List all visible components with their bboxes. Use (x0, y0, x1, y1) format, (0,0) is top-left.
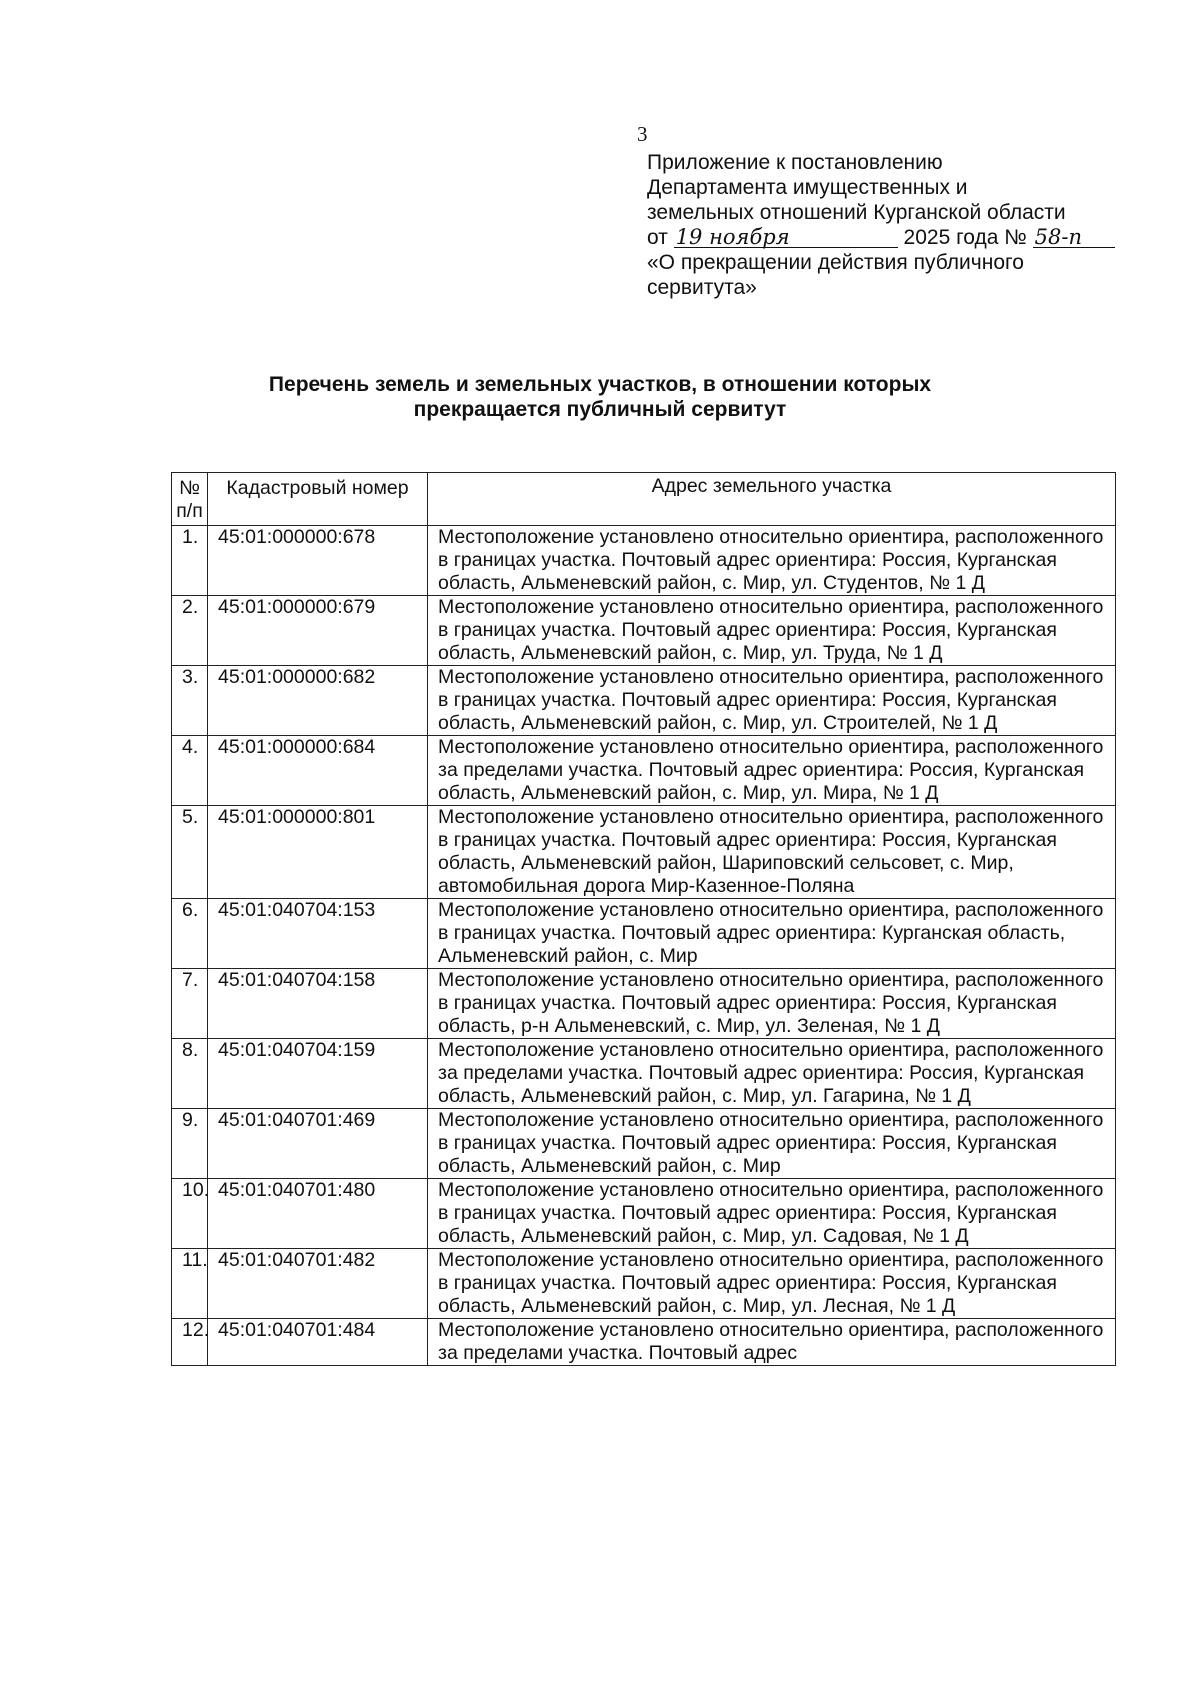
cadastral-number: 45:01:000000:801 (208, 806, 428, 899)
appendix-line-1: Приложение к постановлению (647, 151, 943, 174)
plot-address: Местоположение установлено относительно ориентира, расположенного в границах участка. Почтовый адрес ориентира: Россия, Курганская область, Альменевский район, с. Мир (428, 1109, 1116, 1179)
row-number: 5. (172, 806, 208, 899)
plot-address: Местоположение установлено относительно ориентира, расположенного за пределами участка. Почтовый адрес ориентира: Россия, Курганская область, Альменевский район, с. Мир, ул. Гагарина, № 1 Д (428, 1039, 1116, 1109)
row-number: 4. (172, 736, 208, 806)
plot-address: Местоположение установлено относительно ориентира, расположенного в границах участка. Почтовый адрес ориентира: Россия, Курганская область, р-н Альменевский, с. Мир, ул. Зеленая, № 1 Д (428, 969, 1116, 1039)
document-title (170, 372, 1030, 422)
appendix-date-line (647, 225, 1137, 250)
plot-address: Местоположение установлено относительно ориентира, расположенного в границах участка. Почтовый адрес ориентира: Россия, Курганская область, Альменевский район, с. Мир, ул. Садовая, № 1 Д (428, 1179, 1116, 1249)
cadastral-number: 45:01:000000:684 (208, 736, 428, 806)
row-number: 1. (172, 526, 208, 596)
plot-address: Местоположение установлено относительно ориентира, расположенного в границах участка. Почтовый адрес ориентира: Россия, Курганская область, Альменевский район, с. Мир, ул. Труда, № 1 Д (428, 596, 1116, 666)
header-cadastral: Кадастровый номер (208, 473, 428, 526)
row-number: 11. (172, 1249, 208, 1319)
cadastral-number: 45:01:000000:682 (208, 666, 428, 736)
table-row (172, 596, 1116, 666)
cadastral-number: 45:01:040701:484 (208, 1319, 428, 1366)
table-row (172, 969, 1116, 1039)
plot-address: Местоположение установлено относительно ориентира, расположенного за пределами участка. Почтовый адрес (428, 1319, 1116, 1366)
row-number: 3. (172, 666, 208, 736)
cadastral-number: 45:01:040704:159 (208, 1039, 428, 1109)
header-address: Адрес земельного участка (428, 473, 1116, 526)
header-num: № п/п (172, 473, 208, 526)
plot-address: Местоположение установлено относительно ориентира, расположенного в границах участка. Почтовый адрес ориентира: Курганская область, Альменевский район, с. Мир (428, 899, 1116, 969)
row-number: 12. (172, 1319, 208, 1366)
appendix-line-5: «О прекращении действия публичного (647, 251, 1024, 274)
cadastral-number: 45:01:040704:158 (208, 969, 428, 1039)
year-text: 2025 года № (903, 226, 1027, 249)
appendix-line-6: сервитута» (647, 276, 757, 299)
cadastral-number: 45:01:040701:482 (208, 1249, 428, 1319)
table-row (172, 806, 1116, 899)
handwritten-number: 58-п (1033, 227, 1115, 248)
cadastral-number: 45:01:000000:679 (208, 596, 428, 666)
table-row (172, 1249, 1116, 1319)
cadastral-number: 45:01:040704:153 (208, 899, 428, 969)
appendix-header (647, 150, 1137, 300)
plot-address: Местоположение установлено относительно ориентира, расположенного за пределами участка. Почтовый адрес ориентира: Россия, Курганская область, Альменевский район, с. Мир, ул. Мира, № 1 Д (428, 736, 1116, 806)
row-number: 2. (172, 596, 208, 666)
plot-address: Местоположение установлено относительно ориентира, расположенного в границах участка. Почтовый адрес ориентира: Россия, Курганская область, Альменевский район, с. Мир, ул. Студентов, № 1 Д (428, 526, 1116, 596)
date-prefix: от (647, 226, 668, 249)
table-row (172, 736, 1116, 806)
cadastral-number: 45:01:000000:678 (208, 526, 428, 596)
table-row (172, 1039, 1116, 1109)
appendix-line-3: земельных отношений Курганской области (647, 201, 1066, 224)
plot-address: Местоположение установлено относительно ориентира, расположенного в границах участка. Почтовый адрес ориентира: Россия, Курганская область, Альменевский район, Шариповский сельсовет, с. Мир, автомобильная дорога Мир-Казенное-Поляна (428, 806, 1116, 899)
page-number: 3 (637, 122, 648, 146)
title-line-2: прекращается публичный сервитут (413, 398, 787, 421)
table-row (172, 526, 1116, 596)
table-row (172, 1179, 1116, 1249)
row-number: 9. (172, 1109, 208, 1179)
row-number: 10. (172, 1179, 208, 1249)
cadastral-number: 45:01:040701:480 (208, 1179, 428, 1249)
land-plots-table (171, 472, 1116, 1366)
title-line-1: Перечень земель и земельных участков, в отношении которых (268, 373, 932, 396)
row-number: 6. (172, 899, 208, 969)
cadastral-number: 45:01:040701:469 (208, 1109, 428, 1179)
table-row (172, 899, 1116, 969)
table-row (172, 1319, 1116, 1366)
row-number: 7. (172, 969, 208, 1039)
plot-address: Местоположение установлено относительно ориентира, расположенного в границах участка. Почтовый адрес ориентира: Россия, Курганская область, Альменевский район, с. Мир, ул. Строителей, № 1 Д (428, 666, 1116, 736)
table-row (172, 1109, 1116, 1179)
plot-address: Местоположение установлено относительно ориентира, расположенного в границах участка. Почтовый адрес ориентира: Россия, Курганская область, Альменевский район, с. Мир, ул. Лесная, № 1 Д (428, 1249, 1116, 1319)
handwritten-date: 19 ноября (674, 227, 898, 248)
table-row (172, 666, 1116, 736)
table-header-row (172, 473, 1116, 526)
row-number: 8. (172, 1039, 208, 1109)
appendix-line-2: Департамента имущественных и (647, 176, 968, 199)
